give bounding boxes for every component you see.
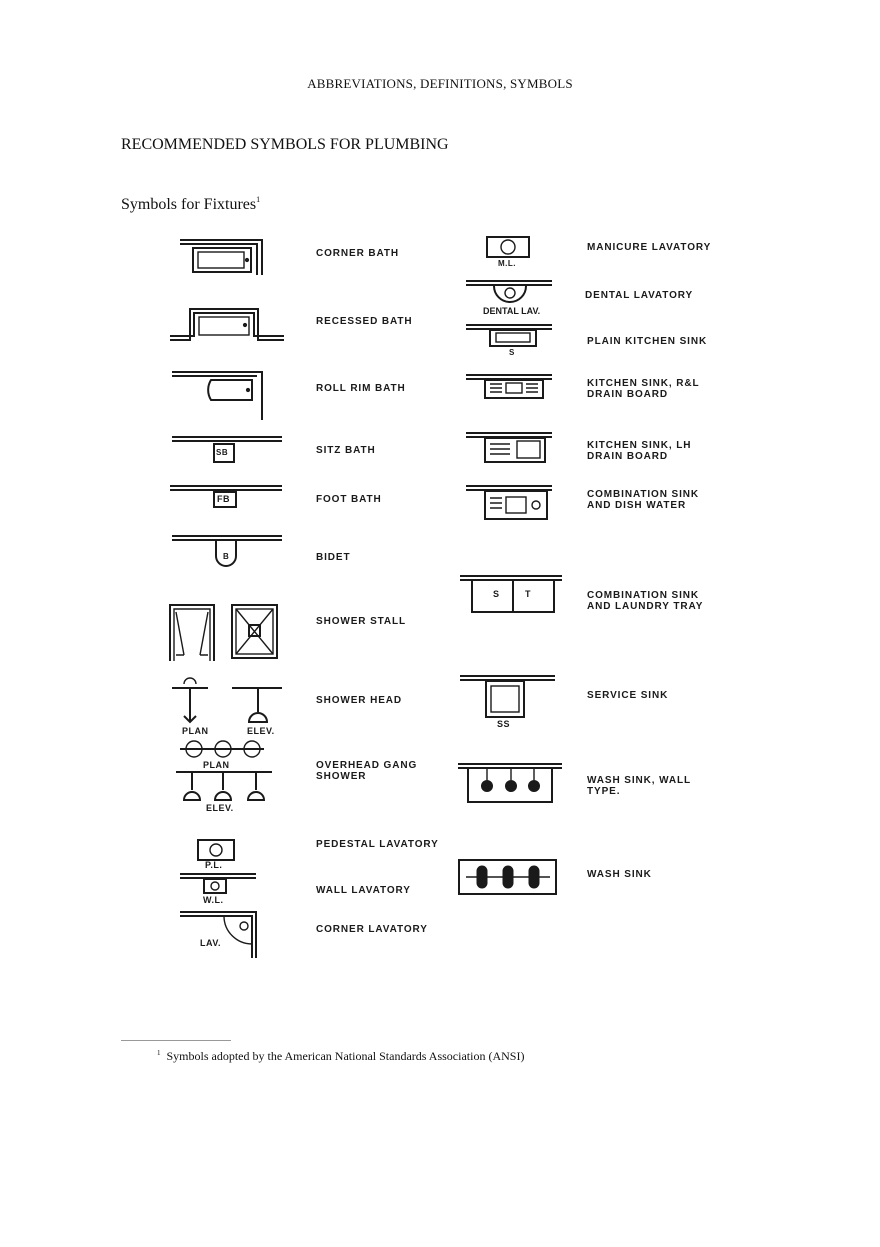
label-shower-stall: SHOWER STALL (316, 616, 407, 627)
shower-head-symbol (172, 678, 282, 722)
shower-stall-symbol (170, 605, 277, 661)
section-title: RECOMMENDED SYMBOLS FOR PLUMBING (121, 136, 449, 153)
label-corner-lavatory: CORNER LAVATORY (316, 924, 428, 935)
footnote-text: Symbols adopted by the American National Standards Association (ANSI) (166, 1049, 525, 1063)
label-roll-rim-bath: ROLL RIM BATH (316, 383, 406, 394)
mark-ml: M.L. (498, 259, 516, 268)
footnote (157, 1049, 524, 1064)
plain-kitchen-sink-symbol (466, 325, 552, 346)
label-overhead-gang-shower: OVERHEAD GANG SHOWER (316, 760, 418, 782)
recessed-bath-symbol (170, 309, 284, 340)
mark-elev-2: ELEV. (206, 803, 234, 813)
mark-plan-2: PLAN (203, 760, 230, 770)
label-kitchen-sink-lh: KITCHEN SINK, LH DRAIN BOARD (587, 440, 692, 462)
mark-wl: W.L. (203, 895, 224, 905)
label-sitz-bath: SITZ BATH (316, 445, 376, 456)
label-wash-sink-wall: WASH SINK, WALL TYPE. (587, 775, 692, 797)
label-wash-sink: WASH SINK (587, 869, 652, 880)
label-dental-lavatory: DENTAL LAVATORY (585, 290, 694, 301)
mark-pl: P.L. (205, 860, 223, 870)
overhead-gang-shower-symbol (176, 741, 272, 800)
manicure-lavatory-symbol (487, 237, 529, 257)
running-head: ABBREVIATIONS, DEFINITIONS, SYMBOLS (307, 76, 573, 91)
roll-rim-bath-symbol (172, 372, 262, 420)
label-plain-kitchen-sink: PLAIN KITCHEN SINK (587, 336, 708, 347)
mark-dental-lav: DENTAL LAV. (483, 306, 541, 316)
label-manicure-lavatory: MANICURE LAVATORY (587, 242, 712, 253)
label-wall-lavatory: WALL LAVATORY (316, 885, 411, 896)
label-bidet: BIDET (316, 552, 351, 563)
kitchen-sink-lh-symbol (466, 433, 552, 462)
mark-s: S (509, 348, 515, 357)
corner-bath-symbol (180, 240, 262, 275)
label-combination-sink-laundry: COMBINATION SINK AND LAUNDRY TRAY (587, 590, 704, 612)
label-foot-bath: FOOT BATH (316, 494, 382, 505)
label-combination-sink-dish: COMBINATION SINK AND DISH WATER (587, 489, 699, 511)
bidet-symbol (172, 536, 282, 566)
footnote-number: 1 (157, 1049, 161, 1057)
label-recessed-bath: RECESSED BATH (316, 316, 413, 327)
wash-sink-wall-symbol (458, 764, 562, 802)
corner-lavatory-symbol (180, 912, 256, 958)
label-kitchen-sink-rl: KITCHEN SINK, R&L DRAIN BOARD (587, 378, 700, 400)
mark-lav: LAV. (200, 938, 222, 948)
mark-s-t-left: S (493, 589, 500, 599)
label-corner-bath: CORNER BATH (316, 248, 400, 259)
mark-b: B (223, 552, 230, 561)
dental-lavatory-symbol (466, 281, 552, 302)
mark-ss: SS (497, 719, 511, 729)
label-shower-head: SHOWER HEAD (316, 695, 403, 706)
combination-sink-laundry-symbol (460, 576, 562, 612)
combination-sink-dish-symbol (466, 486, 552, 519)
footnote-ref: 1 (256, 195, 261, 204)
mark-s-t-right: T (525, 589, 531, 599)
mark-plan: PLAN (182, 726, 209, 736)
mark-sb: SB (216, 448, 229, 457)
mark-fb: FB (217, 494, 230, 504)
wash-sink-symbol (459, 860, 556, 894)
pedestal-lavatory-symbol (198, 840, 234, 860)
label-pedestal-lavatory: PEDESTAL LAVATORY (316, 839, 439, 850)
subsection-title-text: Symbols for Fixtures (121, 196, 257, 213)
label-service-sink: SERVICE SINK (587, 690, 669, 701)
mark-elev: ELEV. (247, 726, 275, 736)
footnote-divider (121, 1040, 231, 1041)
wall-lavatory-symbol (180, 874, 256, 893)
service-sink-symbol (460, 676, 555, 717)
kitchen-sink-rl-symbol (466, 375, 552, 398)
